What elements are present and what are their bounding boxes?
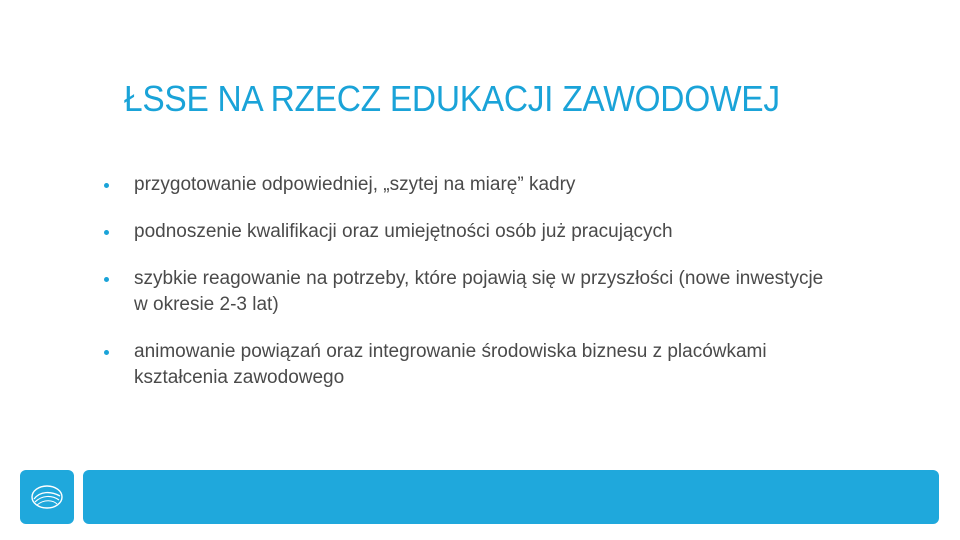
bullet-text: animowanie powiązań oraz integrowanie środowiska biznesu z placówkami kształcenia zawodowego — [134, 341, 767, 388]
bullet-dot-icon — [104, 277, 109, 282]
bullet-text: podnoszenie kwalifikacji oraz umiejętności osób już pracujących — [134, 221, 673, 242]
footer-logo — [20, 470, 74, 524]
bullet-dot-icon — [104, 350, 109, 355]
bullet-item — [104, 219, 824, 245]
bullet-text: przygotowanie odpowiedniej, „szytej na miarę” kadry — [134, 174, 576, 195]
bullet-item — [104, 266, 824, 318]
bullet-dot-icon — [104, 183, 109, 188]
slide-title: ŁSSE NA RZECZ EDUKACJI ZAWODOWEJ — [124, 78, 780, 119]
bullet-item — [104, 172, 824, 198]
bullet-dot-icon — [104, 230, 109, 235]
footer-bar — [83, 470, 939, 524]
bullet-list — [104, 172, 824, 412]
bullet-item — [104, 339, 824, 391]
wave-logo-icon — [27, 477, 67, 517]
bullet-text: szybkie reagowanie na potrzeby, które pojawią się w przyszłości (nowe inwestycje w okresie 2-3 lat) — [134, 268, 824, 315]
